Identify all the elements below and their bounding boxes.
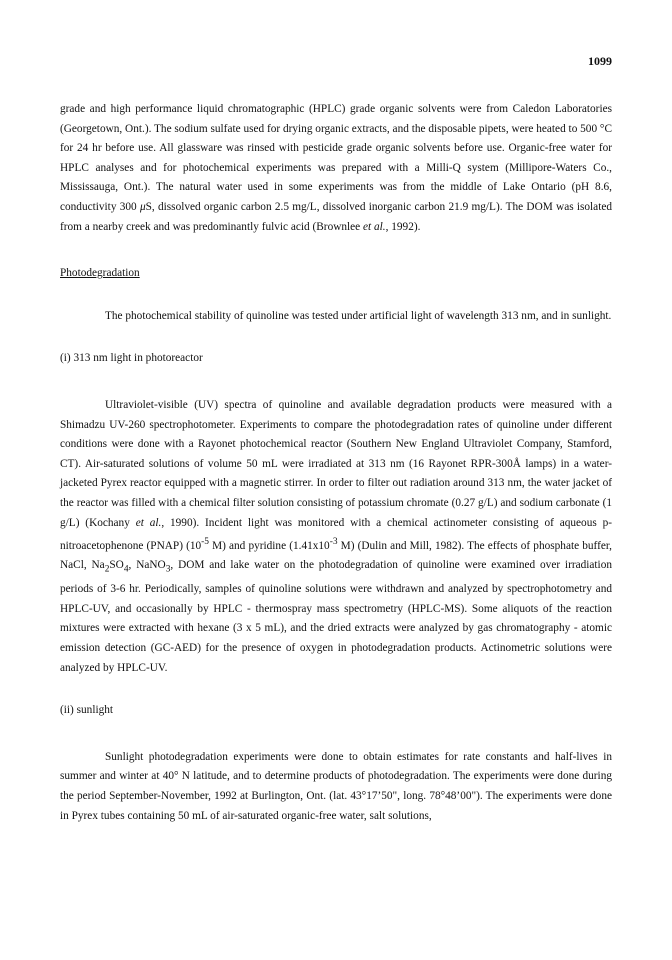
subscript: 3: [165, 564, 171, 575]
subscript: 4: [123, 564, 129, 575]
subheading-313nm: (i) 313 nm light in photoreactor: [60, 352, 203, 365]
paragraph-photoreactor: [60, 396, 612, 678]
exponent: -5: [201, 537, 209, 548]
text-run: S, dissolved organic carbon 2.5 mg/L, dissolved inorganic carbon 21.9 mg/L). The DOM was isolated from a nearby creek and was predominantly fulvic acid (Brownlee: [60, 200, 612, 233]
document-body: [60, 100, 612, 826]
text-run: SO: [109, 559, 124, 572]
subscript: 2: [104, 564, 110, 575]
text-run: , DOM and lake water on the photodegradation of quinoline were examined over irradiation periods of 3-6 hr. Periodically, samples of quinoline solutions were withdrawn and analyzed by spectrophotometry and HPLC-UV, and occasionally by HPLC - thermospray mass spectrometry (HPLC-MS). Some aliquots of the reaction mixtures were extracted with hexane (3 x 5 mL), and the dried extracts were analyzed by gas chromatography - atomic emission detection (GC-AED) for the presence of oxygen in photodegradation products. Actinometric solutions were analyzed by HPLC-UV.: [60, 559, 612, 674]
mu-symbol: μ: [139, 200, 146, 213]
paragraph-sunlight: Sunlight photodegradation experiments were done to obtain estimates for rate constants and half-lives in summer and winter at 40° N latitude, and to determine products of photodegradation. The experiments were done during the period September-November, 1992 at Burlington, Ont. (lat. 43°17’50", long. 78°48’00"). The experiments were done in Pyrex tubes containing 50 mL of air-saturated organic-free water, salt solutions,: [60, 750, 612, 822]
paragraph-photochemical-stability: The photochemical stability of quinoline was tested under artificial light of wavelength 313 nm, and in sunlight.: [105, 309, 612, 322]
citation-et-al: et al.: [135, 516, 162, 529]
section-heading-photodegradation: [60, 264, 612, 284]
text-run: grade and high performance liquid chromatographic (HPLC) grade organic solvents were from Caledon Laboratories (Georgetown, Ont.). The sodium sulfate used for drying organic extracts, and the disposable pipets, were heated to 500 °C for 24 hr before use. All glassware was rinsed with pesticide grade organic solvents before use. Organic-free water for HPLC analyses and for photochemical experiments was prepared with a Milli-Q system (Millipore-Waters Co., Mississauga, Ont.). The natural water used in some experiments was from the middle of Lake Ontario (pH 8.6, conductivity 300: [60, 103, 612, 213]
text-run: , 1990). Incident light was monitored with a chemical actinometer consisting of aqueous p-nitroacetophenone (PNAP) (10: [60, 516, 612, 552]
text-run: M) and pyridine (1.41x10: [208, 539, 330, 552]
section-heading-text: Photodegradation: [60, 267, 140, 280]
exponent: -3: [329, 537, 338, 548]
page-number: 1099: [588, 54, 612, 68]
text-run: Ultraviolet-visible (UV) spectra of quinoline and available degradation products were measured with a Shimadzu UV-260 spectrophotometer. Experiments to compare the photodegradation rates of quinoline under different conditions were done with a Rayonet photochemical reactor (Southern New England Ultraviolet Company, Stamford, CT). Air-saturated solutions of volume 50 mL were irradiated at 313 nm (16 Rayonet RPR-300Å lamps) in a water-jacketed Pyrex reactor equipped with a magnetic stirrer. In order to filter out radiation around 313 nm, the water jacket of the reactor was filled with a chemical filter solution consisting of potassium chromate (0.27 g/L) and sodium carbonate (1 g/L) (Kochany: [60, 398, 612, 529]
citation-et-al: et al.: [363, 220, 386, 233]
paragraph-materials: [60, 100, 612, 237]
text-run: , 1992).: [385, 220, 421, 233]
subheading-sunlight: (ii) sunlight: [60, 704, 114, 717]
text-run: , NaNO: [128, 559, 166, 572]
text-run: M) (Dulin and Mill, 1982). The effects of phosphate buffer, NaCl, Na: [60, 539, 612, 572]
